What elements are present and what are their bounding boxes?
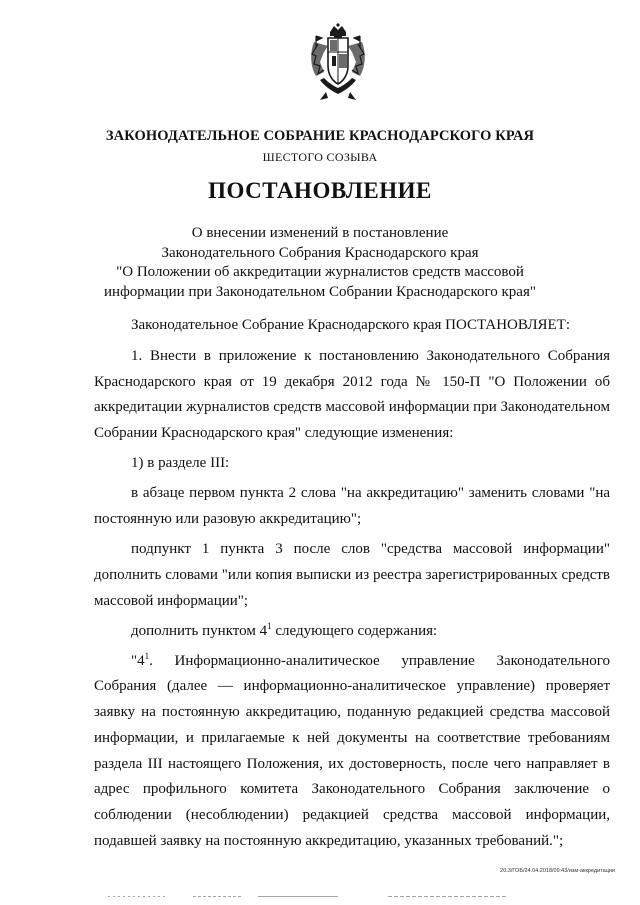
subject-line: "О Положении об аккредитации журналистов средств массовой	[116, 264, 524, 280]
subject-line: информации при Законодательном Собрании Краснодарского края"	[104, 283, 536, 300]
coat-of-arms-emblem	[306, 22, 370, 102]
superscript-marker: 1	[144, 650, 150, 661]
subject-line: Законодательного Собрания Краснодарского края	[161, 244, 479, 261]
convocation-label: ШЕСТОГО СОЗЫВА	[262, 150, 378, 164]
bottom-dashed-lines	[108, 895, 508, 898]
paragraph-d-open: "4	[131, 652, 145, 669]
item-1-paragraph: 1. Внести в приложение к постановлению Законодательного Собрания Краснодарского края от 19 декабря 2012 года № 150-П "О Положении об аккредитации журналистов средств массовой информации при Законодательном Собрании Краснодарского края" следующие изменения:	[94, 347, 610, 442]
paragraph-c-text: дополнить пунктом 4	[131, 622, 268, 639]
document-body	[94, 313, 610, 859]
amendment-paragraph-c	[94, 619, 610, 645]
paragraph-d-text: . Информационно-аналитическое управление Законодательного Собрания (далее — информационно-аналитическое управление) проверяет заявку на постоянную аккредитацию, поданную редакцией средства массовой информации, и прилагаемые к ней документы на соответствие требованиям раздела III настоящего Положения, их достоверность, после чего направляет в адрес профильного комитета Законодательного Собрания заключение о соблюдении (несоблюдении) редакцией средства массовой информации, подавшей заявку на постоянную аккредитацию, указанных требований.";	[94, 652, 610, 850]
section-3-paragraph: 1) в разделе III:	[131, 455, 230, 472]
preamble-paragraph: Законодательное Собрание Краснодарского края ПОСТАНОВЛЯЕТ:	[131, 317, 570, 333]
paragraph-c-tail: следующего содержания:	[271, 622, 438, 639]
amendment-paragraph-a: в абзаце первом пункта 2 слова "на аккредитацию" заменить словами "на постоянную или разовую аккредитацию";	[94, 485, 610, 527]
file-code-footer: 20.3/ГОБ/24.04.2018/09:43/изм-аккредитации	[500, 868, 615, 874]
amendment-paragraph-b: подпункт 1 пункта 3 после слов "средства массовой информации" дополнить словами "или копия выписки из реестра зарегистрированных средств массовой информации";	[94, 540, 610, 609]
amendment-paragraph-d	[94, 649, 610, 855]
document-type-title: ПОСТАНОВЛЕНИЕ	[208, 178, 432, 203]
document-subject	[0, 224, 640, 302]
superscript-marker: 1	[267, 620, 272, 631]
subject-line: О внесении изменений в постановление	[191, 225, 449, 241]
organization-name: ЗАКОНОДАТЕЛЬНОЕ СОБРАНИЕ КРАСНОДАРСКОГО КРАЯ	[105, 128, 535, 144]
